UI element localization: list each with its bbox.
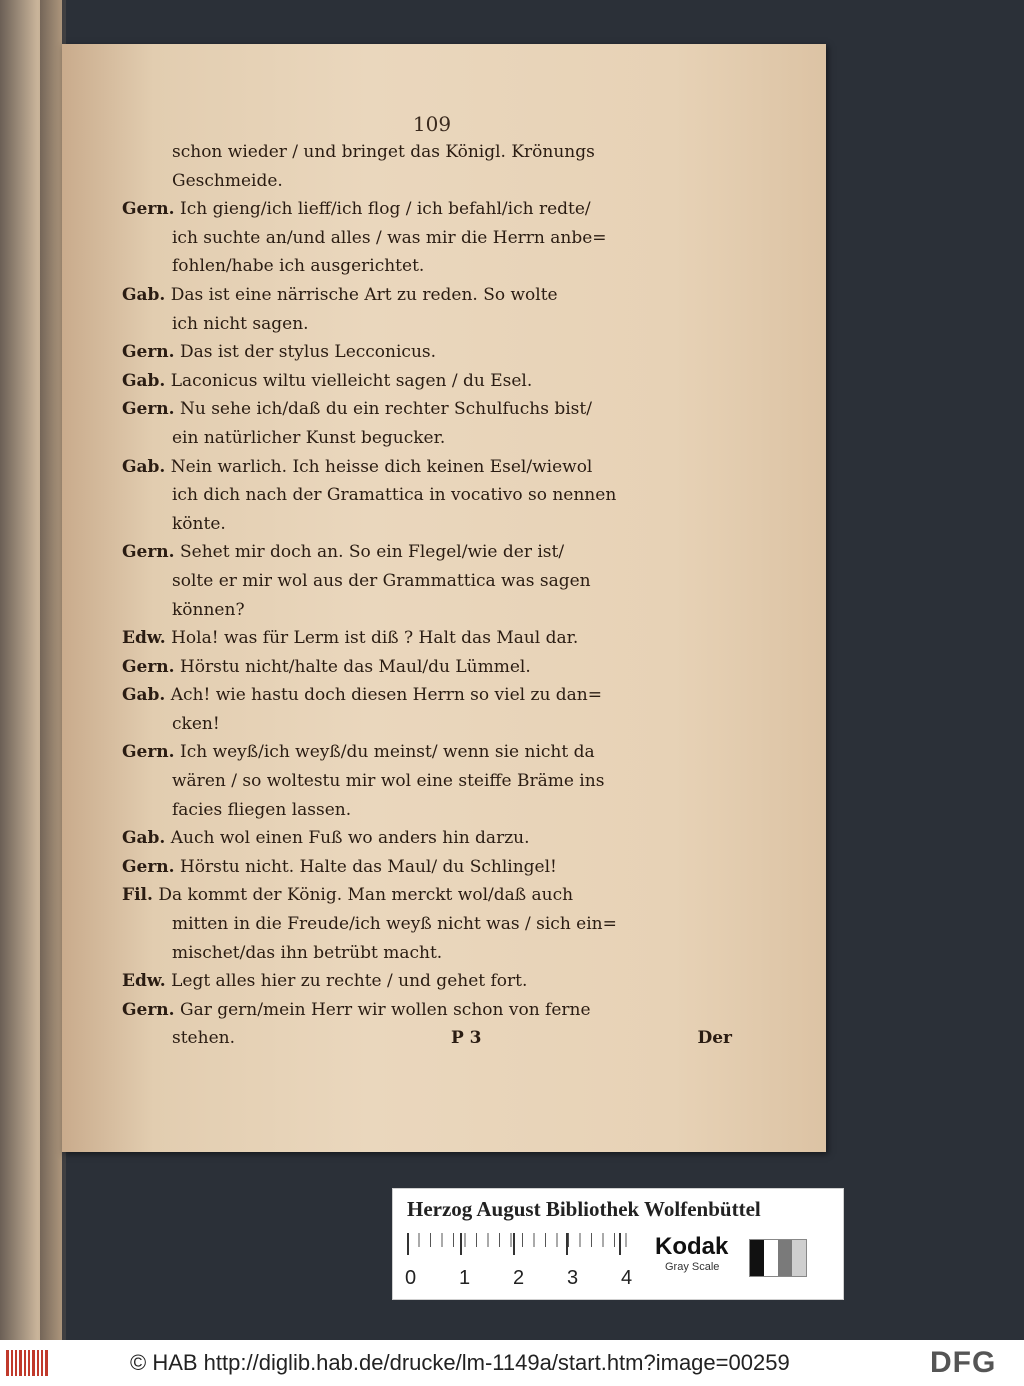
speaker-label: Edw. xyxy=(122,628,166,649)
text-line xyxy=(122,853,742,882)
gray-swatch xyxy=(778,1240,792,1276)
signature-mark: P 3 xyxy=(450,1028,482,1049)
barcode-bar xyxy=(37,1350,39,1376)
text-line xyxy=(122,653,742,682)
text-line xyxy=(122,624,742,653)
text-line xyxy=(122,224,742,253)
line-text: facies fliegen lassen. xyxy=(172,799,352,820)
ruler-tick xyxy=(566,1233,568,1255)
barcode-bar xyxy=(11,1350,13,1376)
speaker-label: Gern. xyxy=(122,856,175,877)
speaker-label: Gab. xyxy=(122,456,166,477)
gray-swatches xyxy=(749,1239,807,1277)
line-text: Geschmeide. xyxy=(172,170,283,191)
footer-copyright-link[interactable]: © HAB http://diglib.hab.de/drucke/lm-1149a/start.htm?image=00259 xyxy=(130,1350,790,1375)
line-text: Ich weyß/ich weyß/du meinst/ wenn sie nicht da xyxy=(179,742,595,763)
ruler-tick xyxy=(407,1233,409,1255)
last-line xyxy=(122,1024,742,1053)
gray-scale-label: Gray Scale xyxy=(665,1261,720,1273)
kodak-logo: Kodak xyxy=(655,1233,729,1260)
line-text: können? xyxy=(172,599,245,620)
ruler-tick xyxy=(513,1233,515,1255)
text-line xyxy=(122,167,742,196)
text-line xyxy=(122,138,742,167)
line-text: wären / so woltestu mir wol eine steiffe Bräme ins xyxy=(172,771,605,792)
text-line xyxy=(122,567,742,596)
speaker-label: Fil. xyxy=(122,885,153,906)
text-line xyxy=(122,252,742,281)
line-text: ein natürlicher Kunst begucker. xyxy=(172,427,446,448)
speaker-label: Gab. xyxy=(122,685,166,706)
speaker-label: Gern. xyxy=(122,199,175,220)
ruler-label: 2 xyxy=(513,1267,525,1289)
line-text: ich suchte an/und alles / was mir die Herrn anbe= xyxy=(172,227,607,248)
line-text: mitten in die Freude/ich weyß nicht was / sich ein= xyxy=(172,914,617,935)
page-text xyxy=(122,138,742,1053)
text-line xyxy=(122,596,742,625)
line-text: Das ist der stylus Lecconicus. xyxy=(179,342,437,363)
speaker-label: Gab. xyxy=(122,370,166,391)
line-text: ich nicht sagen. xyxy=(172,313,309,334)
line-text: Laconicus wiltu vielleicht sagen / du Esel. xyxy=(170,370,533,391)
line-text: Hörstu nicht. Halte das Maul/ du Schlingel! xyxy=(179,856,557,877)
barcode-icon xyxy=(6,1350,50,1376)
text-line xyxy=(122,967,742,996)
catchword: Der xyxy=(697,1028,732,1049)
speaker-label: Edw. xyxy=(122,971,166,992)
speaker-label: Gern. xyxy=(122,656,175,677)
line-text: Auch wol einen Fuß wo anders hin darzu. xyxy=(170,828,530,849)
text-line xyxy=(122,453,742,482)
ruler-labels xyxy=(401,1267,661,1293)
ruler-label: 3 xyxy=(567,1267,579,1289)
text-line xyxy=(122,796,742,825)
line-text: mischet/das ihn betrübt macht. xyxy=(172,942,443,963)
barcode-bar xyxy=(45,1350,48,1376)
text-line xyxy=(122,824,742,853)
line-text: Sehet mir doch an. So ein Flegel/wie der ist/ xyxy=(179,542,565,563)
line-text: solte er mir wol aus der Grammattica was sagen xyxy=(172,570,591,591)
barcode-bar xyxy=(24,1350,26,1376)
color-calibration-card xyxy=(392,1188,844,1300)
ruler-tick xyxy=(619,1233,621,1255)
barcode-bar xyxy=(6,1350,9,1376)
text-line xyxy=(122,538,742,567)
footer-bar xyxy=(0,1340,1024,1386)
barcode-bar xyxy=(15,1350,17,1376)
speaker-label: Gern. xyxy=(122,342,175,363)
barcode-bar xyxy=(28,1350,30,1376)
barcode-bar xyxy=(19,1350,22,1376)
text-line xyxy=(122,738,742,767)
dfg-logo: DFG xyxy=(930,1346,997,1379)
line-text: Das ist eine närrische Art zu reden. So wolte xyxy=(170,284,558,305)
text-line xyxy=(122,195,742,224)
text-line xyxy=(122,939,742,968)
text-line xyxy=(122,996,742,1025)
line-text: Hola! was für Lerm ist diß ? Halt das Maul dar. xyxy=(171,628,579,649)
line-text: schon wieder / und bringet das Königl. Krönungs xyxy=(172,142,595,162)
line-text: Legt alles hier zu rechte / und gehet fort. xyxy=(171,971,528,992)
line-text: cken! xyxy=(172,713,220,734)
speaker-label: Gern. xyxy=(122,399,175,420)
line-text: ich dich nach der Gramattica in vocativo so nennen xyxy=(172,485,617,506)
line-text: Ich gieng/ich lieff/ich flog / ich befahl/ich redte/ xyxy=(179,199,591,220)
line-text: Da kommt der König. Man merckt wol/daß auch xyxy=(158,885,574,906)
speaker-label: Gab. xyxy=(122,828,166,849)
text-line xyxy=(122,681,742,710)
line-text: fohlen/habe ich ausgerichtet. xyxy=(172,256,425,277)
line-text: Nu sehe ich/daß du ein rechter Schulfuchs bist/ xyxy=(179,399,592,420)
ruler-major-ticks xyxy=(407,1233,637,1255)
line-text: Hörstu nicht/halte das Maul/du Lümmel. xyxy=(179,656,531,677)
gray-swatch xyxy=(792,1240,806,1276)
ruler-label: 1 xyxy=(459,1267,471,1289)
text-line xyxy=(122,481,742,510)
ruler-tick xyxy=(460,1233,462,1255)
text-line xyxy=(122,395,742,424)
line-text: Ach! wie hastu doch diesen Herrn so viel zu dan= xyxy=(170,685,603,706)
page-number: 109 xyxy=(412,112,452,136)
text-line xyxy=(122,881,742,910)
line-text: stehen. xyxy=(172,1028,235,1049)
text-line xyxy=(122,424,742,453)
ruler-label: 4 xyxy=(621,1267,633,1289)
gray-swatch xyxy=(750,1240,764,1276)
gray-swatch xyxy=(764,1240,778,1276)
speaker-label: Gern. xyxy=(122,999,175,1020)
text-line xyxy=(122,910,742,939)
text-line xyxy=(122,367,742,396)
book-page xyxy=(62,44,826,1152)
line-text: könte. xyxy=(172,513,226,534)
text-line xyxy=(122,338,742,367)
library-name: Herzog August Bibliothek Wolfenbüttel xyxy=(407,1197,761,1221)
text-line xyxy=(122,710,742,739)
speaker-label: Gern. xyxy=(122,542,175,563)
barcode-bar xyxy=(32,1350,35,1376)
text-line xyxy=(122,281,742,310)
barcode-bar xyxy=(41,1350,43,1376)
line-text: Nein warlich. Ich heisse dich keinen Esel/wiewol xyxy=(170,456,593,477)
text-line xyxy=(122,767,742,796)
speaker-label: Gab. xyxy=(122,284,166,305)
ruler-label: 0 xyxy=(405,1267,417,1289)
line-text: Gar gern/mein Herr wir wollen schon von ferne xyxy=(179,999,591,1020)
speaker-label: Gern. xyxy=(122,742,175,763)
text-line xyxy=(122,310,742,339)
text-line xyxy=(122,510,742,539)
